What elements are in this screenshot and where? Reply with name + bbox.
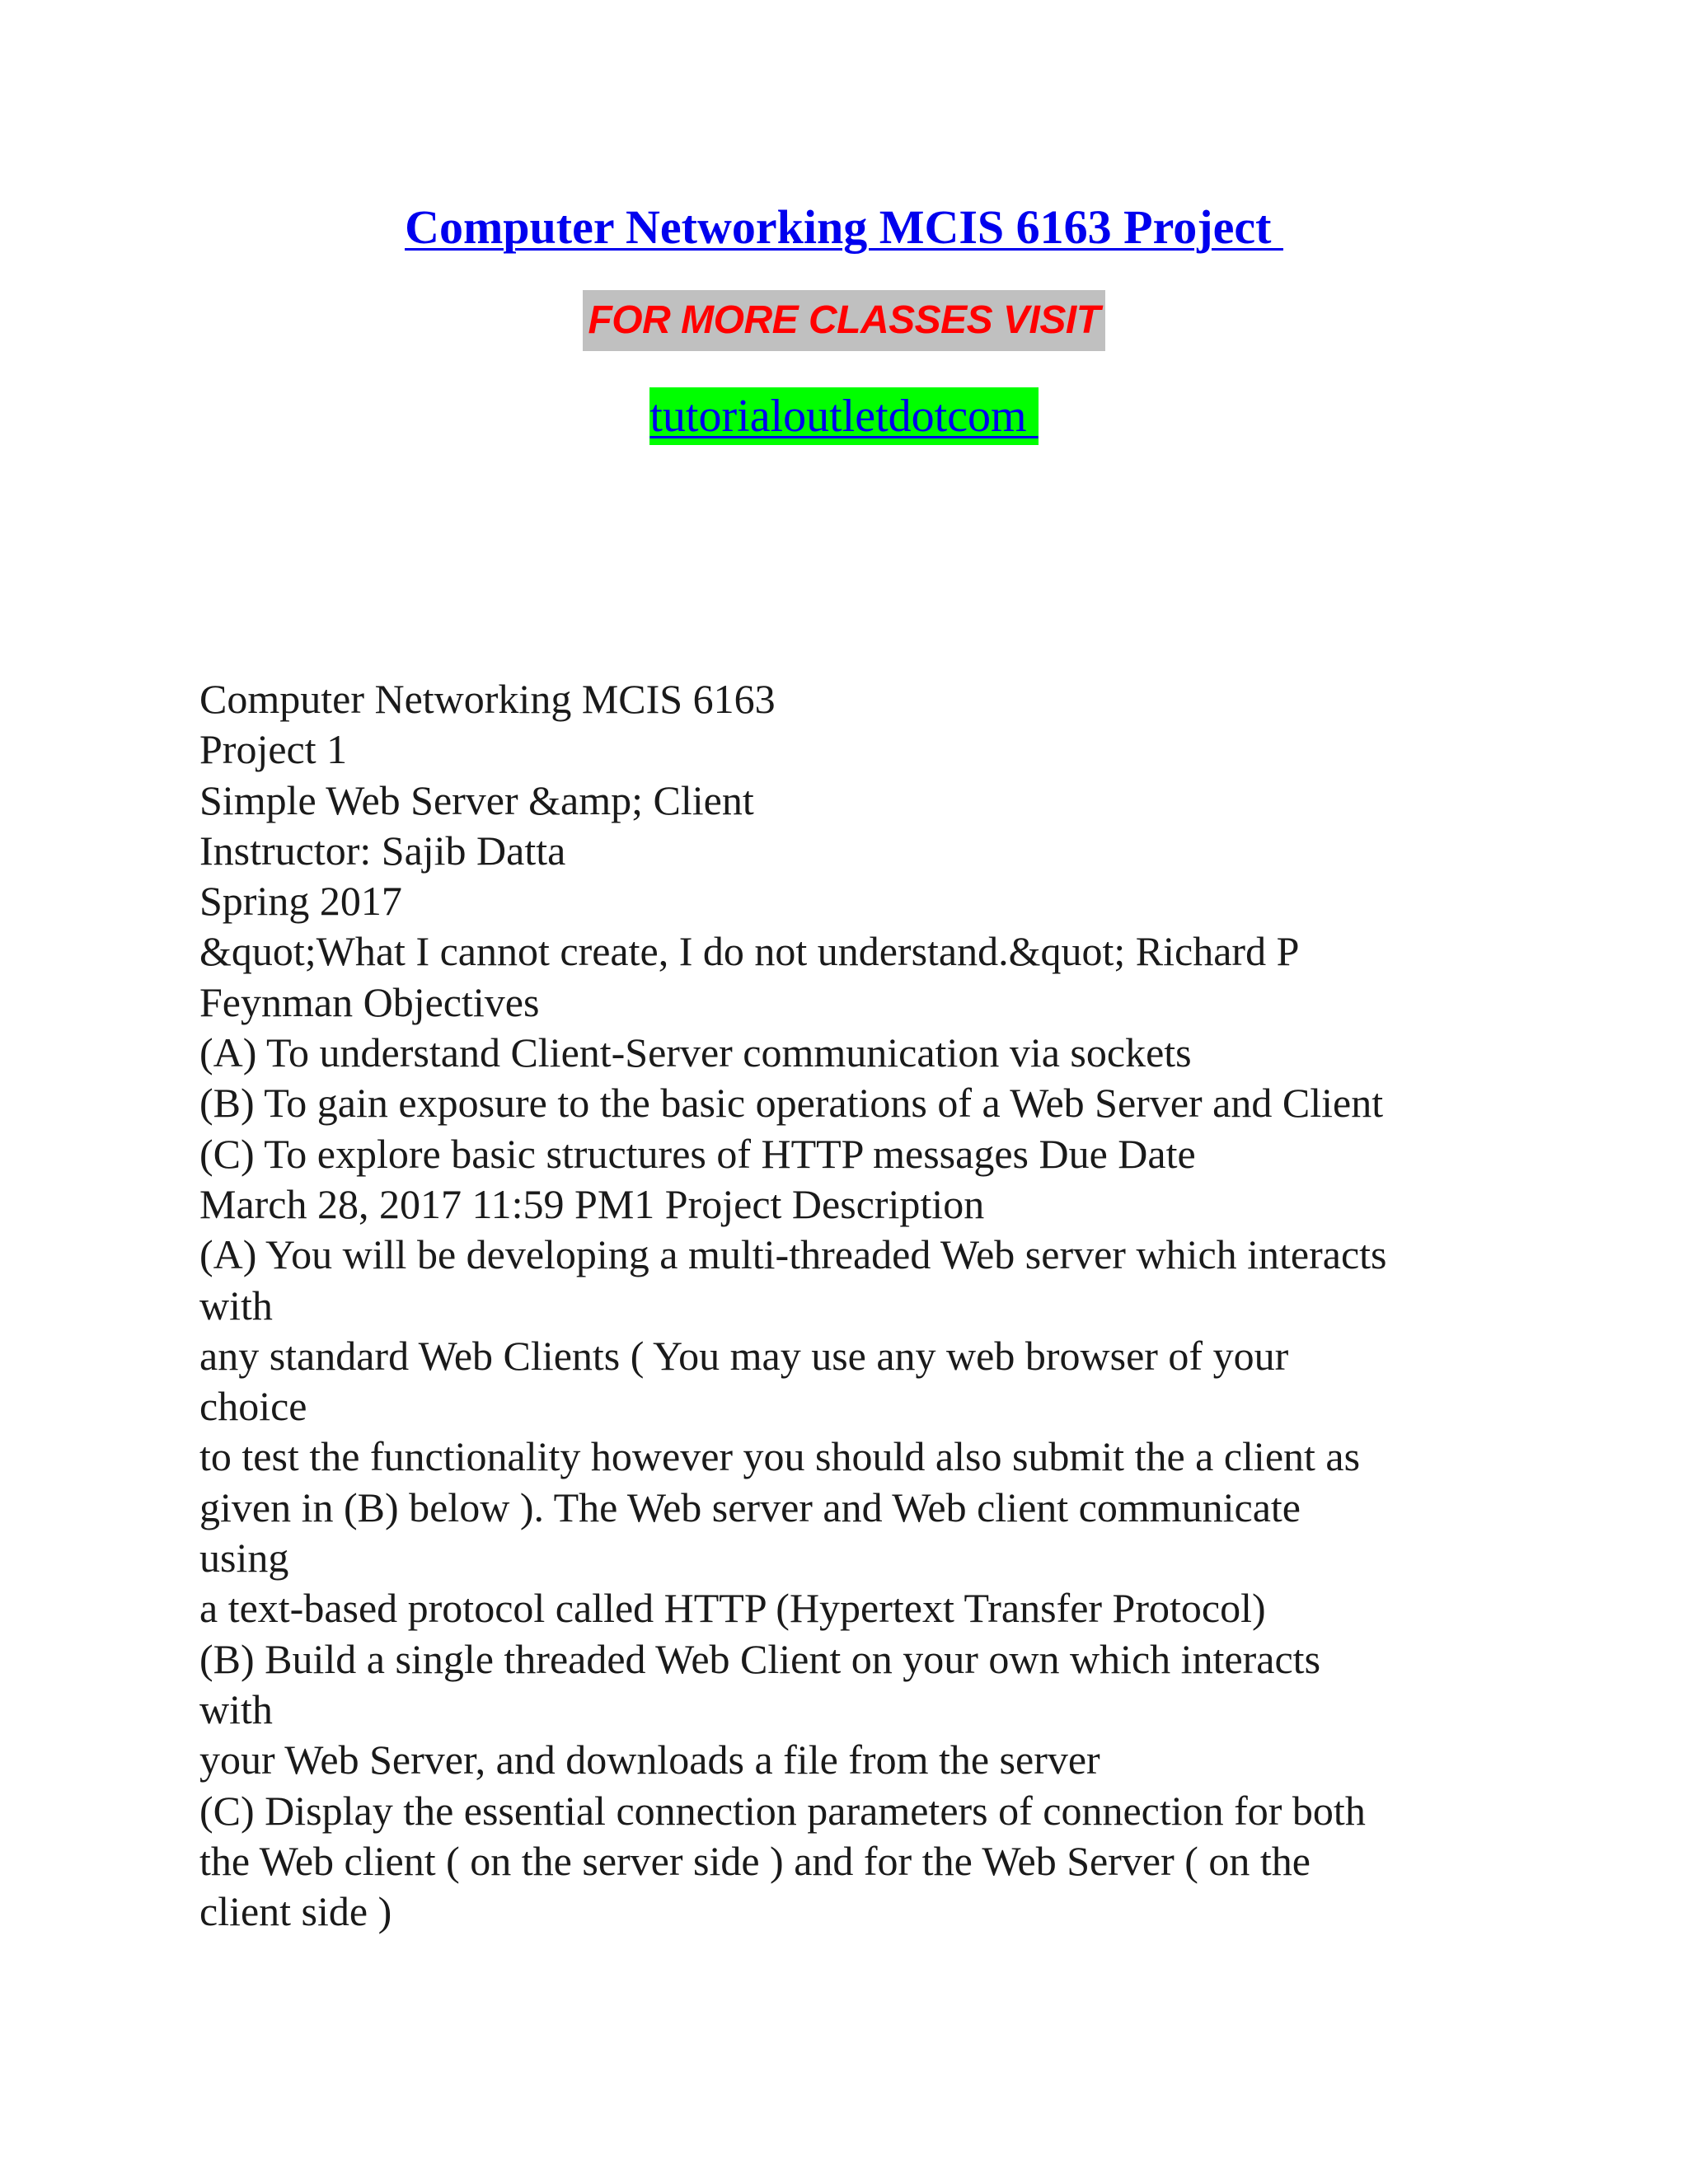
- body-line: Instructor: Sajib Datta: [199, 827, 566, 874]
- body-line: (B) To gain exposure to the basic operations of a Web Server and Client: [199, 1080, 1384, 1127]
- body-text: [199, 674, 1502, 1937]
- body-line: (C) Display the essential connection parameters of connection for both: [199, 1787, 1366, 1834]
- site-link-row: [0, 387, 1688, 445]
- body-line: (A) To understand Client-Server communication via sockets: [199, 1029, 1192, 1076]
- site-link[interactable]: tutorialoutletdotcom: [649, 387, 1038, 445]
- body-line: your Web Server, and downloads a file from the server: [199, 1736, 1100, 1783]
- body-line: (C) To explore basic structures of HTTP messages Due Date: [199, 1130, 1196, 1177]
- body-line: Project 1: [199, 726, 348, 773]
- banner-row: [0, 290, 1688, 351]
- body-line: Simple Web Server &amp; Client: [199, 776, 754, 823]
- body-line: given in (B) below ). The Web server and Web client communicate: [199, 1483, 1301, 1530]
- body-line: a text-based protocol called HTTP (Hypertext Transfer Protocol): [199, 1585, 1266, 1632]
- body-line: Feynman Objectives: [199, 978, 540, 1025]
- body-line: client side ): [199, 1888, 392, 1935]
- body-line: with: [199, 1685, 273, 1732]
- promo-banner: FOR MORE CLASSES VISIT: [583, 290, 1104, 351]
- body-line: choice: [199, 1383, 307, 1430]
- body-line: using: [199, 1535, 289, 1582]
- body-line: (B) Build a single threaded Web Client on your own which interacts: [199, 1635, 1321, 1682]
- body-line: Spring 2017: [199, 878, 402, 925]
- body-line: Computer Networking MCIS 6163: [199, 676, 776, 722]
- body-line: (A) You will be developing a multi-threaded Web server which interacts: [199, 1231, 1387, 1278]
- body-line: the Web client ( on the server side ) and for the Web Server ( on the: [199, 1837, 1311, 1884]
- body-line: any standard Web Clients ( You may use any web browser of your: [199, 1332, 1289, 1379]
- title-link[interactable]: Computer Networking MCIS 6163 Project: [405, 200, 1283, 254]
- body-line: &quot;What I cannot create, I do not understand.&quot; Richard P: [199, 928, 1300, 975]
- body-line: with: [199, 1282, 273, 1329]
- body-line: March 28, 2017 11:59 PM1 Project Description: [199, 1180, 985, 1227]
- body-line: to test the functionality however you should also submit the a client as: [199, 1433, 1361, 1480]
